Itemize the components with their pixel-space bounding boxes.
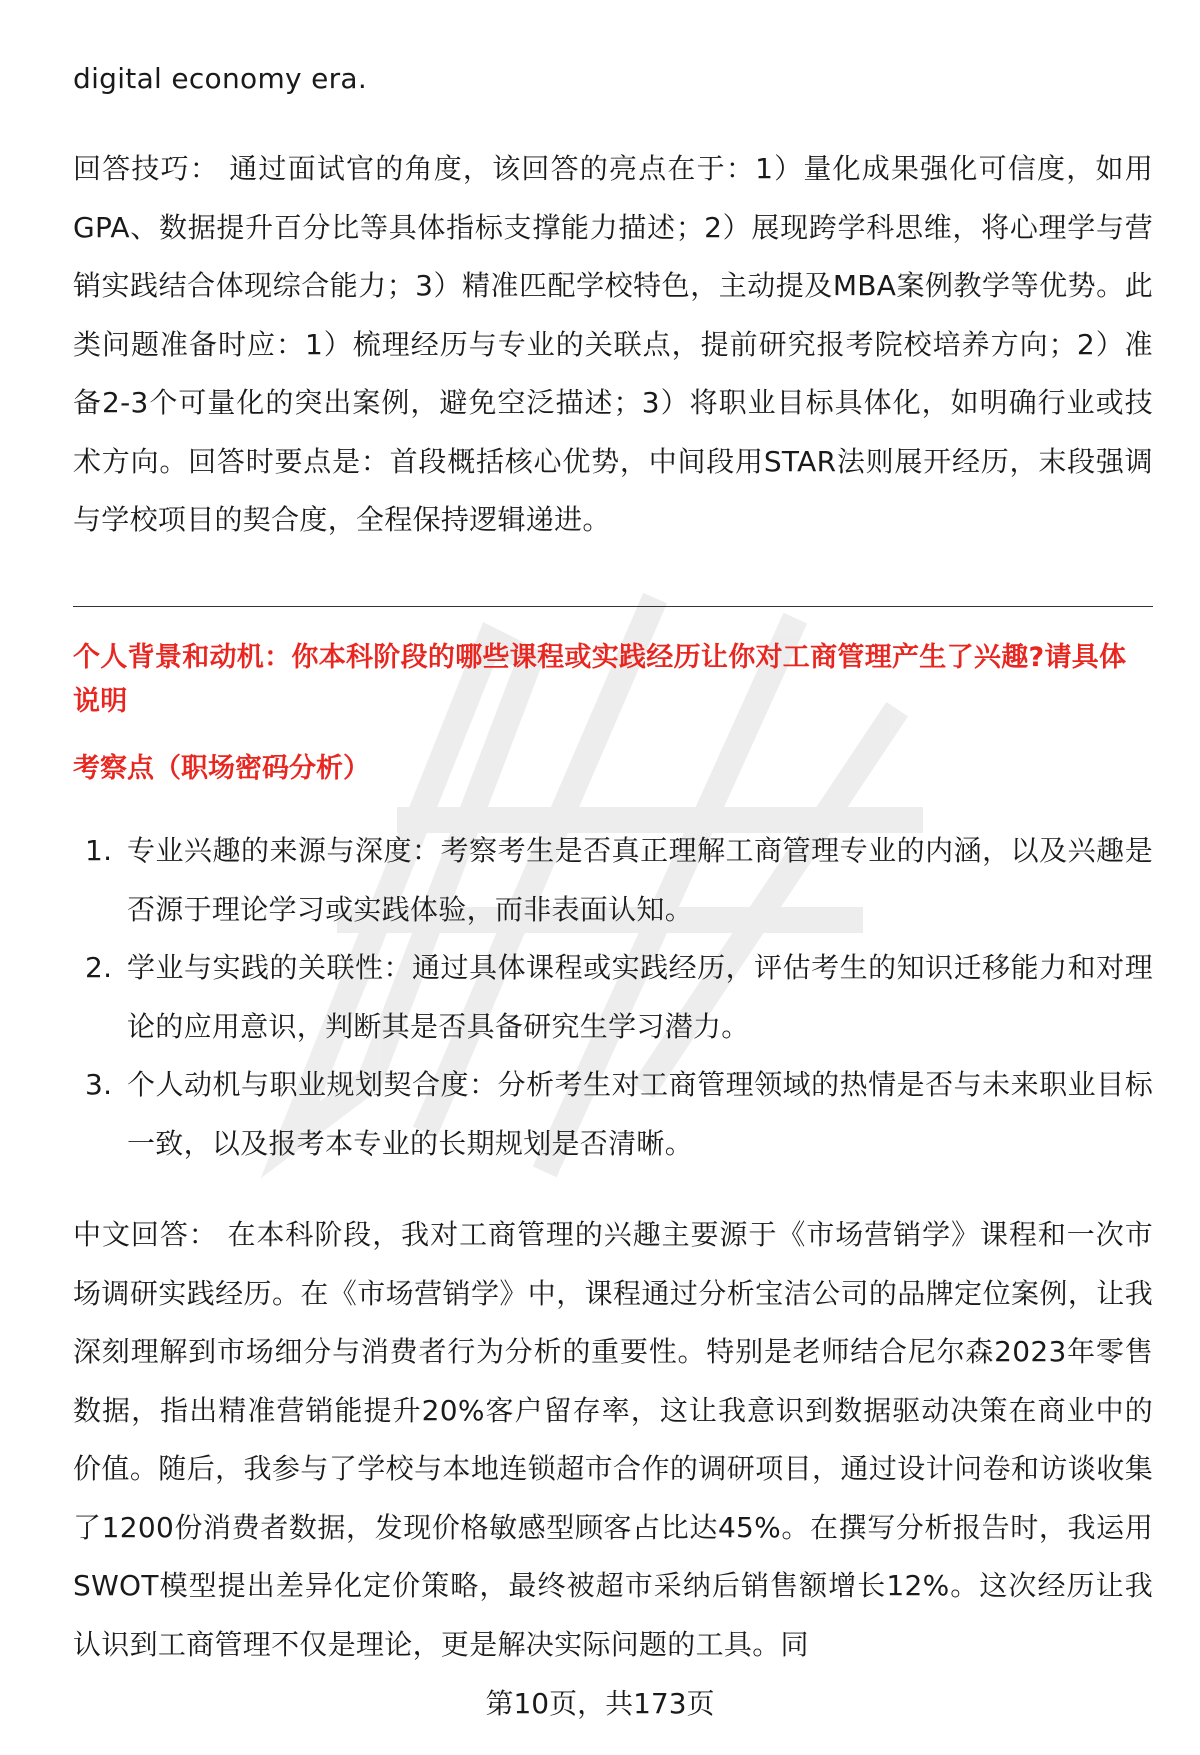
section-divider (73, 606, 1153, 607)
chinese-answer-paragraph: 中文回答： 在本科阶段，我对工商管理的兴趣主要源于《市场营销学》课程和一次市场调研实践经历。在《市场营销学》中，课程通过分析宝洁公司的品牌定位案例，让我深刻理解到市场细分与消费者行为分析的重要性。特别是老师结合尼尔森2023年零售数据，指出精准营销能提升20%客户留存率，这让我意识到数据驱动决策在商业中的价值。随后，我参与了学校与本地连锁超市合作的调研项目，通过设计问卷和访谈收集了1200份消费者数据，发现价格敏感型顾客占比达45%。在撰写分析报告时，我运用SWOT模型提出差异化定价策略，最终被超市采纳后销售额增长12%。这次经历让我认识到工商管理不仅是理论，更是解决实际问题的工具。同 (73, 1218, 1153, 1661)
assessment-point-text: 专业兴趣的来源与深度：考察考生是否真正理解工商管理专业的内涵，以及兴趣是否源于理论学习或实践体验，而非表面认知。 (127, 834, 1153, 926)
assessment-heading: 考察点（职场密码分析） (73, 753, 370, 784)
assessment-point-number: 3. (85, 1068, 113, 1101)
assessment-point (73, 939, 1153, 1056)
assessment-point (73, 1056, 1153, 1173)
assessment-point-text: 个人动机与职业规划契合度：分析考生对工商管理领域的热情是否与未来职业目标一致，以及报考本专业的长期规划是否清晰。 (127, 1068, 1153, 1160)
intro-continuation: digital economy era. (73, 62, 368, 95)
assessment-point-text: 学业与实践的关联性：通过具体课程或实践经历，评估考生的知识迁移能力和对理论的应用意识，判断其是否具备研究生学习潜力。 (127, 951, 1153, 1043)
assessment-point-number: 2. (85, 951, 113, 984)
question-heading: 个人背景和动机：你本科阶段的哪些课程或实践经历让你对工商管理产生了兴趣?请具体说明 (73, 642, 1127, 717)
assessment-points-list (73, 822, 1153, 1173)
answer-tips-paragraph: 回答技巧： 通过面试官的角度，该回答的亮点在于：1）量化成果强化可信度，如用GPA、数据提升百分比等具体指标支撑能力描述；2）展现跨学科思维，将心理学与营销实践结合体现综合能力；3）精准匹配学校特色，主动提及MBA案例教学等优势。此类问题准备时应：1）梳理经历与专业的关联点，提前研究报考院校培养方向；2）准备2-3个可量化的突出案例，避免空泛描述；3）将职业目标具体化，如明确行业或技术方向。回答时要点是：首段概括核心优势，中间段用STAR法则展开经历，末段强调与学校项目的契合度，全程保持逻辑递进。 (73, 152, 1153, 536)
assessment-point (73, 822, 1153, 939)
assessment-point-number: 1. (85, 834, 113, 867)
page-footer: 第10页，共173页 (0, 1684, 1200, 1724)
